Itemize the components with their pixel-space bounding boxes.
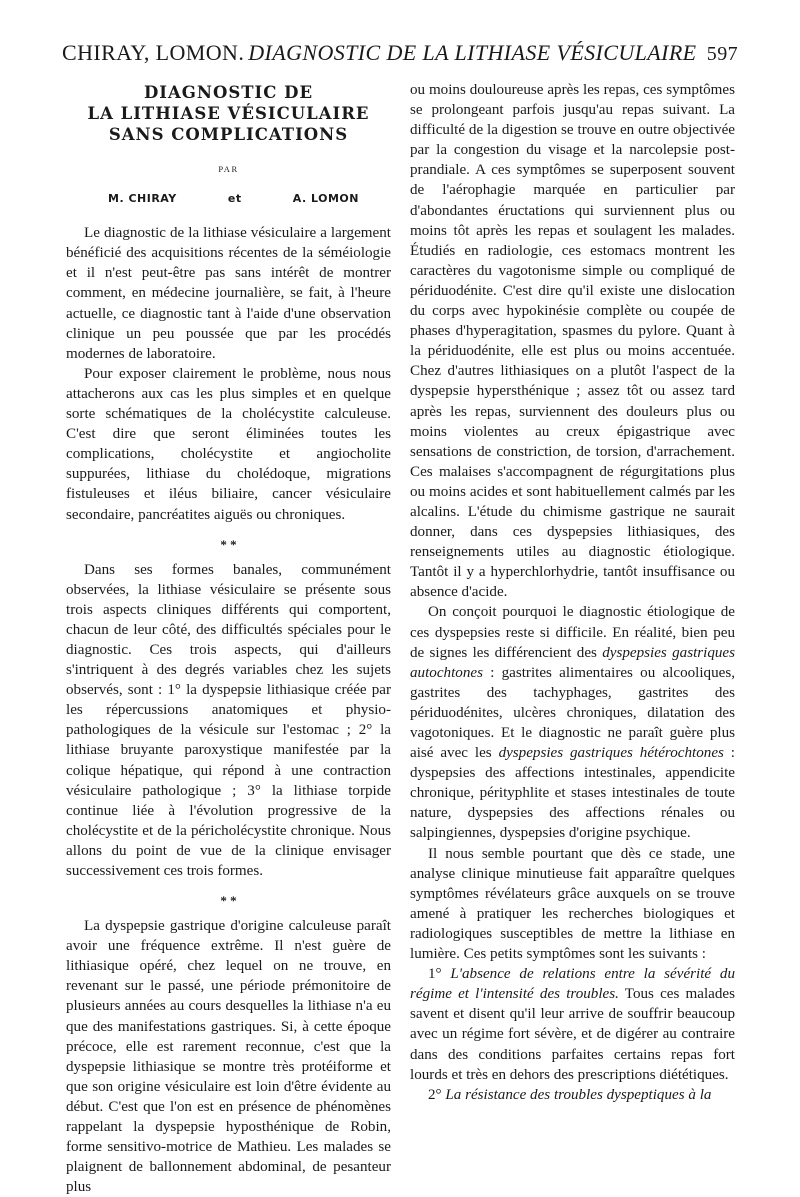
- paragraph-symptoms: Il nous semble pourtant que dès ce stade, une analyse clinique minutieuse fait apparaître quelques symptômes révélateurs grâce auxquels on se trouve amené à pratiquer les recherches biologiques et radiologiques susceptibles de mettre la lithiase en lumière. Ces petits symptômes sont les suivants :: [410, 845, 735, 963]
- author-conjunction: et: [227, 192, 242, 206]
- asterism: * *: [220, 893, 237, 909]
- right-column: [410, 80, 735, 1105]
- symptom-1-heading: L'absence de relations entre la sévérité du régime et l'intensité des troubles.: [410, 966, 735, 1003]
- author-lomon: A. LOMON: [292, 192, 359, 206]
- paragraph-symptom-1: [410, 964, 735, 1085]
- page-number: 597: [706, 43, 738, 65]
- section-separator-1: [66, 536, 391, 552]
- article-title-line-3: SANS COMPLICATIONS: [108, 125, 349, 144]
- symptom-2-heading: La résistance des troubles dyspeptiques à la: [445, 1086, 712, 1103]
- term-heterochthonous: dyspepsies gastriques hétérochtones: [498, 745, 724, 762]
- running-head: [62, 40, 738, 70]
- paragraph-differential: [410, 602, 735, 843]
- text-run: Tous ces malades savent et disent qu'il leur arrive de souffrir beaucoup avec un régime fort sévère, et de digérer au contraire dans des conditions parfaites certains repas fort lourds et très en dehors des prescriptions diététiques.: [410, 986, 736, 1083]
- text-run: : gastrites alimentaires ou alcooliques, gastrites des tachyphages, gastrites des périduodénites, ulcères chroniques, dilatation des vagotoniques. Et le diagnostic ne paraît guère plus aisé avec les: [410, 664, 735, 762]
- byline-par: PAR: [218, 164, 239, 174]
- author-chiray: M. CHIRAY: [108, 192, 177, 206]
- section-separator-2: [66, 893, 391, 909]
- running-head-title: DIAGNOSTIC DE LA LITHIASE VÉSICULAIRE: [248, 40, 697, 65]
- paragraph-dyspepsia-continued: ou moins douloureuse après les repas, ces symptômes se prolongeant parfois jusqu'au repas suivant. La difficulté de la digestion se trouve en outre objectivée par la congestion du visage et la narcolepsie post-prandiale. A ces symptômes se superposent souvent de l'aérophagie marquée en particulier par d'abondantes éructations qui surviennent plus ou moins tôt après les repas et soulagent les malades. Étudiés en radiologie, ces estomacs montrent les caractères du vagotonisme simple ou compliqué de périduodénite. C'est dire qu'il existe une dislocation du corps avec hypokinésie complète ou coupée de phases d'hyperagitation, spasmes du pylore. Quant à la périduodénite, elle est plus ou moins accentuée. Chez d'autres lithiasiques on a plutôt l'aspect de la dyspepsie hypersthénique ; assez tôt ou assez tard après les repas, surviennent des douleurs plus ou moins violentes au creux épigastrique avec sensations de constriction, de torsion, d'arrachement. Ces malaises s'accompagnent de régurgitations plus ou moins acides et sont habituellement calmés par les alcalins. L'étude du chimisme gastrique ne saurait donner, dans ces dyspepsies lithiasiques, des renseignements utiles au diagnostic étiologique. Tantôt il y a hyperchlorhydrie, tantôt insuffisance ou absence d'acide.: [410, 82, 735, 601]
- item-number: 1°: [428, 966, 451, 983]
- paragraph-dyspepsia: La dyspepsie gastrique d'origine calculeuse paraît avoir une fréquence extrême. Il n'est guère de lithiasique opéré, chez lequel on ne trouve, en revenant sur le passé, une période prémonitoire de plusieurs années au cours desquelles la lithiase n'a eu que des manifestations gastriques. Si, à cette époque précoce, elle est rarement reconnue, c'est que la dyspepsie lithiasique se montre très protéiforme et que son origine vésiculaire est loin d'être évidente au début. C'est que l'on est en présence de phénomènes rappelant la dyspepsie hyposthénique de Robin, forme sensitivo-motrice de Mathieu. Les malades se plaignent de ballonnement abdominal, de pesanteur plus: [66, 918, 391, 1196]
- left-column: [66, 80, 391, 1197]
- paragraph-intro: Le diagnostic de la lithiase vésiculaire a largement bénéficié des acquisitions récentes de la séméiologie et il n'est peut-être pas sans intérêt de montrer comment, en médecine journalière, se fait, à l'heure actuelle, ce diagnostic tant à l'aide d'une observation clinique un peu poussée que par les procédés modernes de laboratoire.: [66, 225, 391, 362]
- article-title: [66, 82, 391, 145]
- paragraph-symptom-2: [410, 1085, 735, 1105]
- paragraph-scope: Pour exposer clairement le problème, nous nous attacherons aux cas les plus simples et en quelque sorte schématiques de la cholécystite calculeuse. C'est dire que seront éliminées toutes les complications, cholécystite et angiocholite suppurées, lithiase du cholédoque, migrations fistuleuses et iléus biliaire, cancer vésiculaire secondaire, pancréatites aiguës ou chroniques.: [66, 365, 391, 523]
- paragraph-three-forms: Dans ses formes banales, communément observées, la lithiase vésiculaire se présente sous trois aspects cliniques différents qui comportent, chacun de leur côté, des difficultés spéciales pour le diagnostic. Ces trois aspects, qui d'ailleurs s'intriquent à des degrés variables chez les sujets observés, sont : 1° la dyspepsie lithiasique créée par les répercussions anatomiques et physio-pathologiques de la vésicule sur l'estomac ; 2° la lithiase bruyante paroxystique manifestée par la colique hépatique, qui répond à une contraction vésiculaire pathologique ; 3° la lithiase torpide continue liée à l'évolution progressive de la cholécystite et de la péricholécystite chronique. Nous allons du point de vue de la clinique envisager successivement ces trois formes.: [66, 561, 391, 879]
- article-title-line-1: DIAGNOSTIC DE: [143, 83, 314, 102]
- text-run: : dyspepsies des affections intestinales, appendicite chronique, pérityphlite et stases intestinales de toute nature, dyspepsies des affections rénales ou salpingiennes, dyspepsies d'origine psychique.: [410, 745, 735, 842]
- text-run: On conçoit pourquoi le diagnostic étiologique de ces dyspepsies reste si difficile. En réalité, bien peu de signes les différencient des: [410, 604, 735, 661]
- running-head-authors: CHIRAY, LOMON.: [62, 40, 245, 65]
- article-title-line-2: LA LITHIASE VÉSICULAIRE: [87, 104, 370, 123]
- asterism: * *: [220, 536, 237, 552]
- author-line: [66, 189, 391, 209]
- term-autochthonous: dyspepsies gastriques autochtones: [410, 644, 735, 681]
- item-number: 2°: [428, 1086, 446, 1103]
